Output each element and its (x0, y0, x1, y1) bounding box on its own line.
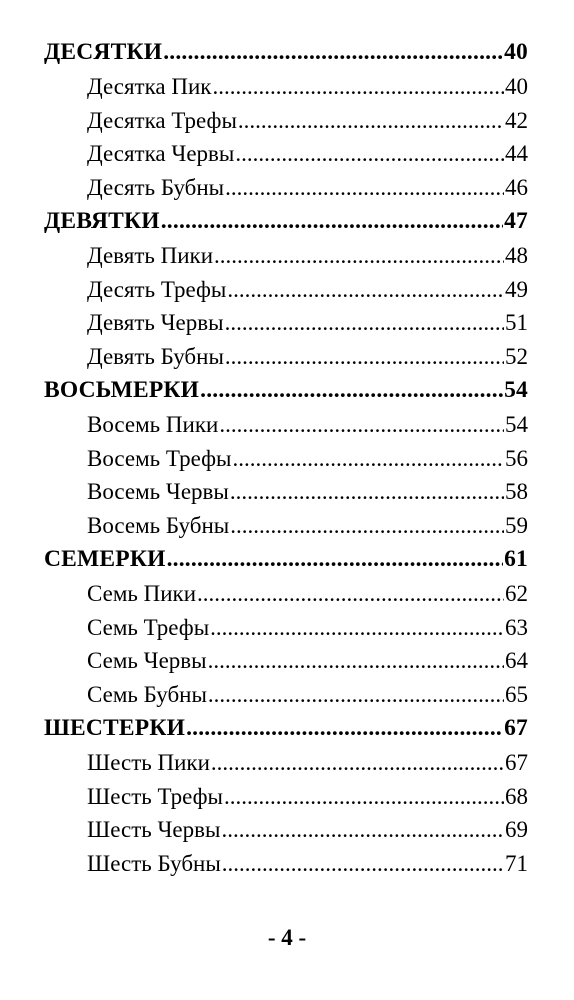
toc-entry-label: Десять Бубны (87, 175, 225, 201)
dot-leader (167, 543, 504, 577)
toc-entry-page: 62 (505, 580, 528, 606)
toc-entry-label: Семь Бубны (87, 682, 207, 708)
dot-leader (221, 813, 504, 847)
toc-entry-label: Восемь Пики (87, 411, 219, 437)
toc-entry-page: 47 (504, 207, 528, 234)
dot-leader (235, 137, 504, 171)
toc-entry (44, 273, 528, 307)
dot-leader (214, 239, 504, 273)
toc-entry-page: 54 (504, 376, 528, 403)
toc-entry (44, 780, 528, 814)
toc-entry-page: 56 (505, 445, 528, 471)
dot-leader (230, 475, 504, 509)
toc-entry-page: 58 (505, 479, 528, 505)
toc-entry (44, 70, 528, 104)
toc-entry-page: 67 (505, 749, 528, 775)
page-number: - 4 - (267, 925, 307, 950)
toc-entry (44, 306, 528, 340)
toc-entry (44, 408, 528, 442)
toc-entry-page: 61 (504, 545, 528, 572)
dot-leader (225, 306, 504, 340)
dot-leader (232, 442, 504, 476)
toc-entry (44, 104, 528, 138)
toc-entry (44, 36, 528, 70)
toc-entry (44, 847, 528, 881)
toc-entry-label: Шесть Трефы (87, 783, 224, 809)
toc-entry-page: 48 (505, 242, 528, 268)
toc-entry-page: 67 (504, 714, 528, 741)
toc-entry-label: ДЕВЯТКИ (44, 207, 160, 234)
dot-leader (225, 340, 504, 374)
toc-entry-label: Девять Червы (87, 310, 224, 336)
toc-entry-label: Десятка Пик (87, 73, 212, 99)
toc-entry-page: 40 (504, 39, 528, 65)
dot-leader (212, 70, 504, 104)
dot-leader (227, 273, 504, 307)
toc-entry (44, 678, 528, 712)
toc-entry (44, 475, 528, 509)
toc-entry-label: Восемь Бубны (87, 513, 230, 539)
toc-entry-label: Восемь Трефы (87, 445, 232, 471)
toc-entry (44, 577, 528, 611)
dot-leader (163, 36, 503, 70)
toc-entry-page: 65 (505, 682, 528, 708)
dot-leader (238, 104, 504, 138)
toc-entry (44, 442, 528, 476)
toc-entry (44, 205, 528, 239)
dot-leader (208, 678, 504, 712)
dot-leader (197, 577, 504, 611)
table-of-contents (44, 36, 528, 881)
dot-leader (224, 780, 504, 814)
dot-leader (219, 408, 504, 442)
dot-leader (208, 644, 504, 678)
toc-entry-page: 71 (505, 851, 528, 877)
toc-entry-label: Девять Бубны (87, 344, 224, 370)
toc-entry-label: ШЕСТЕРКИ (44, 714, 186, 741)
dot-leader (200, 374, 503, 408)
toc-entry-page: 40 (505, 73, 528, 99)
toc-entry (44, 137, 528, 171)
toc-entry (44, 746, 528, 780)
toc-entry (44, 611, 528, 645)
toc-entry-page: 46 (505, 175, 528, 201)
dot-leader (225, 171, 504, 205)
toc-entry-label: Семь Червы (87, 648, 207, 674)
toc-entry (44, 813, 528, 847)
dot-leader (211, 746, 504, 780)
toc-entry (44, 644, 528, 678)
toc-entry-label: ДЕСЯТКИ (44, 39, 163, 65)
toc-entry-page: 44 (505, 141, 528, 167)
dot-leader (222, 847, 504, 881)
toc-entry-label: Десятка Трефы (87, 107, 237, 133)
toc-entry-label: Десятка Червы (87, 141, 235, 167)
dot-leader (210, 611, 504, 645)
toc-entry-label: Семь Трефы (87, 614, 210, 640)
toc-entry-page: 52 (505, 344, 528, 370)
toc-entry-label: ВОСЬМЕРКИ (44, 376, 200, 403)
toc-entry (44, 374, 528, 408)
toc-entry-label: Семь Пики (87, 580, 197, 606)
toc-entry (44, 340, 528, 374)
toc-entry-page: 49 (505, 276, 528, 302)
toc-entry (44, 712, 528, 746)
toc-entry-page: 51 (505, 310, 528, 336)
toc-entry-label: Десять Трефы (87, 276, 227, 302)
toc-entry-label: Шесть Червы (87, 817, 221, 843)
toc-entry-page: 54 (505, 411, 528, 437)
toc-entry (44, 509, 528, 543)
dot-leader (230, 509, 504, 543)
toc-entry-page: 64 (505, 648, 528, 674)
toc-entry-page: 59 (505, 513, 528, 539)
toc-entry (44, 171, 528, 205)
dot-leader (186, 712, 503, 746)
toc-entry-label: Шесть Бубны (87, 851, 221, 877)
toc-entry-label: Шесть Пики (87, 749, 210, 775)
toc-entry-label: СЕМЕРКИ (44, 545, 166, 572)
toc-entry (44, 543, 528, 577)
dot-leader (161, 205, 503, 239)
toc-entry-label: Восемь Червы (87, 479, 229, 505)
toc-entry-page: 63 (505, 614, 528, 640)
toc-entry-page: 42 (505, 107, 528, 133)
toc-entry-page: 69 (505, 817, 528, 843)
toc-entry (44, 239, 528, 273)
toc-entry-page: 68 (505, 783, 528, 809)
toc-entry-label: Девять Пики (87, 242, 214, 268)
